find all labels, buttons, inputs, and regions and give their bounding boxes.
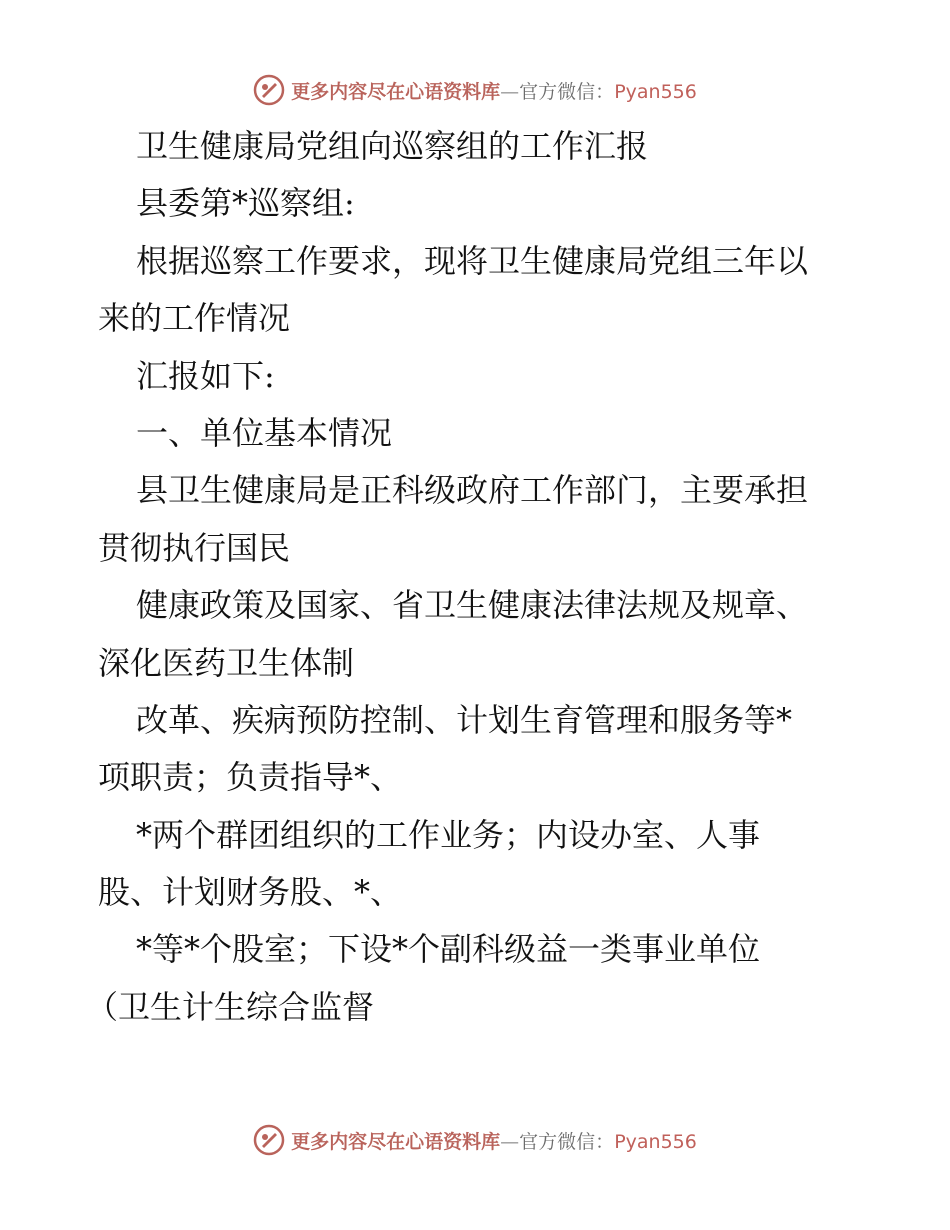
salutation: 县委第*巡察组: — [136, 184, 355, 223]
section-heading: 一、单位基本情况 — [136, 413, 393, 452]
header-banner-text — [291, 77, 697, 104]
paragraph-line: 贯彻执行国民 — [98, 528, 291, 567]
document-title: 卫生健康局党组向巡察组的工作汇报 — [136, 127, 649, 165]
paragraph-line: 县卫生健康局是正科级政府工作部门，主要承担 — [136, 471, 809, 510]
document-body — [86, 118, 868, 1036]
quill-logo-icon — [253, 1124, 285, 1156]
footer-wechat-id: Pyan556 — [614, 1130, 697, 1153]
header-banner — [0, 70, 950, 110]
quill-logo-icon — [253, 74, 285, 106]
paragraph-line: 健康政策及国家、省卫生健康法律法规及规章、 — [136, 586, 809, 625]
header-label: 官方微信： — [519, 80, 615, 103]
paragraph-line: 汇报如下: — [136, 356, 275, 395]
footer-banner-text — [291, 1127, 697, 1154]
header-wechat-id: Pyan556 — [614, 80, 697, 103]
paragraph-line: *等*个股室；下设*个副科级益一类事业单位 — [136, 930, 761, 969]
paragraph-line: （卫生计生综合监督 — [86, 987, 375, 1026]
header-site-name: 更多内容尽在心语资料库 — [291, 80, 501, 103]
footer-site-name: 更多内容尽在心语资料库 — [291, 1130, 501, 1153]
paragraph-line: 根据巡察工作要求，现将卫生健康局党组三年以 — [136, 241, 809, 280]
footer-banner — [0, 1120, 950, 1160]
paragraph-line: 股、计划财务股、*、 — [98, 873, 403, 912]
paragraph-line: 深化医药卫生体制 — [98, 643, 355, 682]
footer-label: 官方微信： — [519, 1130, 615, 1153]
paragraph-line: 改革、疾病预防控制、计划生育管理和服务等* — [136, 700, 793, 739]
paragraph-line: *两个群团组织的工作业务；内设办室、人事 — [136, 815, 761, 854]
header-dash: — — [500, 80, 520, 103]
paragraph-line: 来的工作情况 — [98, 299, 291, 338]
paragraph-line: 项职责；负责指导*、 — [98, 758, 403, 797]
footer-dash: — — [500, 1130, 520, 1153]
